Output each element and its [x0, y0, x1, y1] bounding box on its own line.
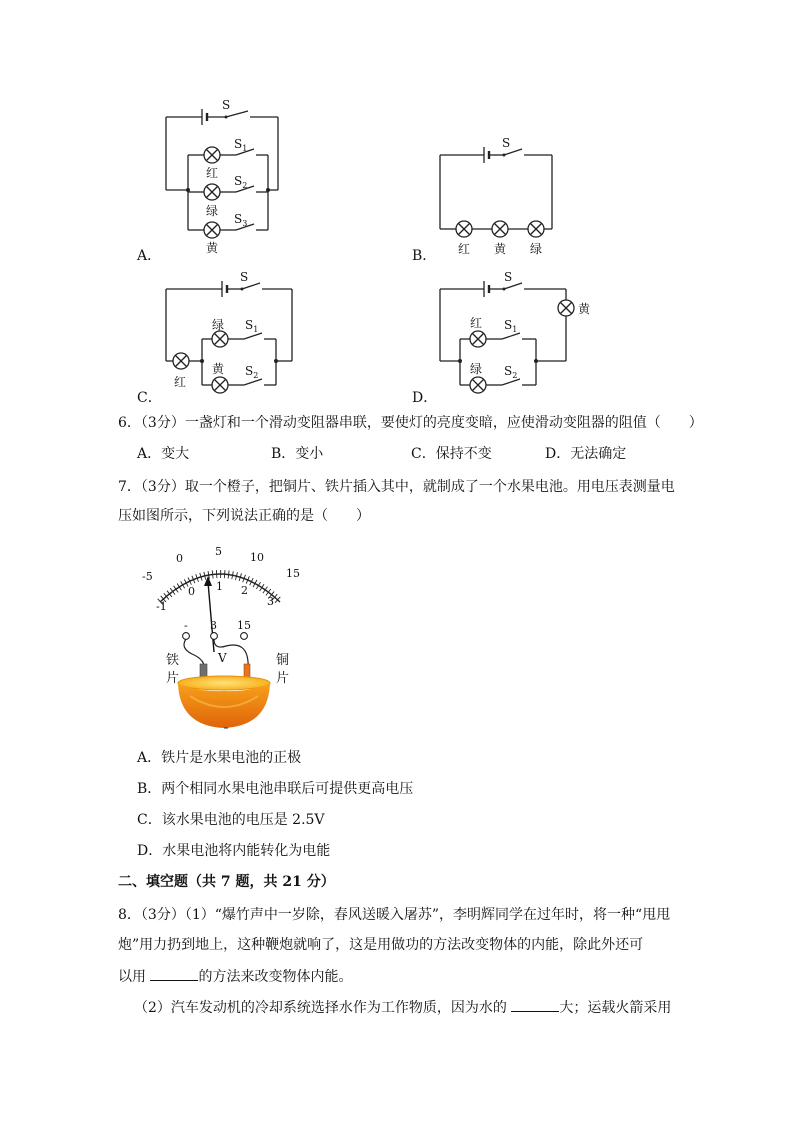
lamp-label-green: 绿	[212, 318, 225, 332]
lower-scale-tick: -1	[156, 600, 167, 613]
question-8-line2: 炮”用力扔到地上，这种鞭炮就响了，这是用做功的方法改变物体的内能，除此外还可	[118, 937, 644, 953]
lower-scale-tick: 0	[188, 585, 195, 598]
circuit-diagram-d	[430, 265, 610, 395]
lamp-label-red: 红	[174, 375, 187, 389]
lamp-label-red: 红	[470, 316, 483, 330]
section-heading: 二、填空题（共 7 题，共 21 分）	[118, 874, 335, 890]
option-c-label: C．	[137, 390, 162, 406]
question-8-line3: 以用 的方法来改变物体内能。	[118, 966, 352, 987]
lamp-label-yellow: 黄	[494, 242, 507, 256]
q6-option-d: D．无法确定	[545, 446, 627, 462]
lamp-label-green: 绿	[470, 362, 483, 376]
switch-label-2: $S_2$	[504, 364, 518, 380]
terminal-label-3: 3	[210, 619, 217, 632]
q7-option-b: B．两个相同水果电池串联后可提供更高电压	[137, 781, 414, 797]
lamp-label-green: 绿	[530, 242, 543, 256]
switch-label-2: $S_2$	[234, 174, 248, 190]
q6-option-a: A．变大	[137, 446, 190, 462]
lamp-label-green: 绿	[206, 204, 219, 218]
terminal-label-15: 15	[237, 619, 251, 632]
circuit-diagram-b	[430, 130, 570, 260]
switch-label-1: $S_1$	[245, 318, 259, 334]
terminal-label-negative: -	[184, 619, 188, 632]
copper-plate-label: 铜 片	[276, 653, 290, 686]
question-8-line1: 8．（3分）（1）“爆竹声中一岁除，春风送暖入屠苏”，李明辉同学在过年时，将一种“甩甩	[118, 907, 671, 923]
q7-option-c: C．该水果电池的电压是 2.5V	[137, 812, 325, 828]
upper-scale-tick: 5	[215, 545, 222, 558]
switch-label-main: S	[222, 98, 231, 112]
option-a-label: A．	[137, 248, 162, 264]
lamp-label-yellow: 黄	[212, 362, 225, 376]
lower-scale-tick: 3	[267, 595, 274, 608]
lamp-label-red: 红	[458, 242, 471, 256]
switch-label-main: S	[504, 270, 513, 284]
voltmeter-fruit-battery-figure	[130, 540, 310, 735]
lower-scale-tick: 2	[241, 584, 248, 597]
switch-label-2: $S_2$	[245, 364, 259, 380]
q6-option-c: C．保持不变	[411, 446, 492, 462]
switch-label-main: S	[240, 270, 249, 284]
upper-scale-tick: 10	[250, 551, 264, 564]
q7-option-d: D．水果电池将内能转化为电能	[137, 843, 331, 859]
lamp-label-red: 红	[206, 166, 219, 180]
switch-label-main: S	[502, 136, 511, 150]
option-d-label: D．	[412, 390, 438, 406]
question-7-stem-line1: 7．（3分）取一个橙子，把铜片、铁片插入其中，就制成了一个水果电池。用电压表测量电	[118, 479, 675, 495]
q6-option-b: B．变小	[271, 446, 324, 462]
option-b-label: B．	[412, 248, 437, 264]
switch-label-1: $S_1$	[234, 137, 248, 153]
question-8-line4: （2）汽车发动机的冷却系统选择水作为工作物质，因为水的 大；运载火箭采用	[134, 997, 671, 1018]
question-6-stem: 6．（3分）一盏灯和一个滑动变阻器串联，要使灯的亮度变暗，应使滑动变阻器的阻值（ ）	[118, 415, 703, 431]
switch-label-3: $S_3$	[234, 212, 248, 228]
voltmeter-symbol: V	[218, 651, 227, 665]
lamp-label-yellow: 黄	[206, 241, 219, 255]
q7-option-a: A．铁片是水果电池的正极	[137, 750, 302, 766]
lower-scale-tick: 1	[216, 580, 223, 593]
upper-scale-tick: 0	[176, 552, 183, 565]
lamp-label-yellow: 黄	[578, 302, 591, 316]
circuit-diagram-a	[130, 95, 300, 265]
upper-scale-tick: -5	[142, 570, 153, 583]
iron-plate-label: 铁 片	[166, 653, 180, 686]
answer-blank[interactable]	[511, 997, 559, 1012]
question-7-stem-line2: 压如图所示，下列说法正确的是（ ）	[118, 508, 370, 524]
answer-blank[interactable]	[150, 966, 198, 981]
upper-scale-tick: 15	[286, 567, 300, 580]
switch-label-1: $S_1$	[504, 318, 518, 334]
